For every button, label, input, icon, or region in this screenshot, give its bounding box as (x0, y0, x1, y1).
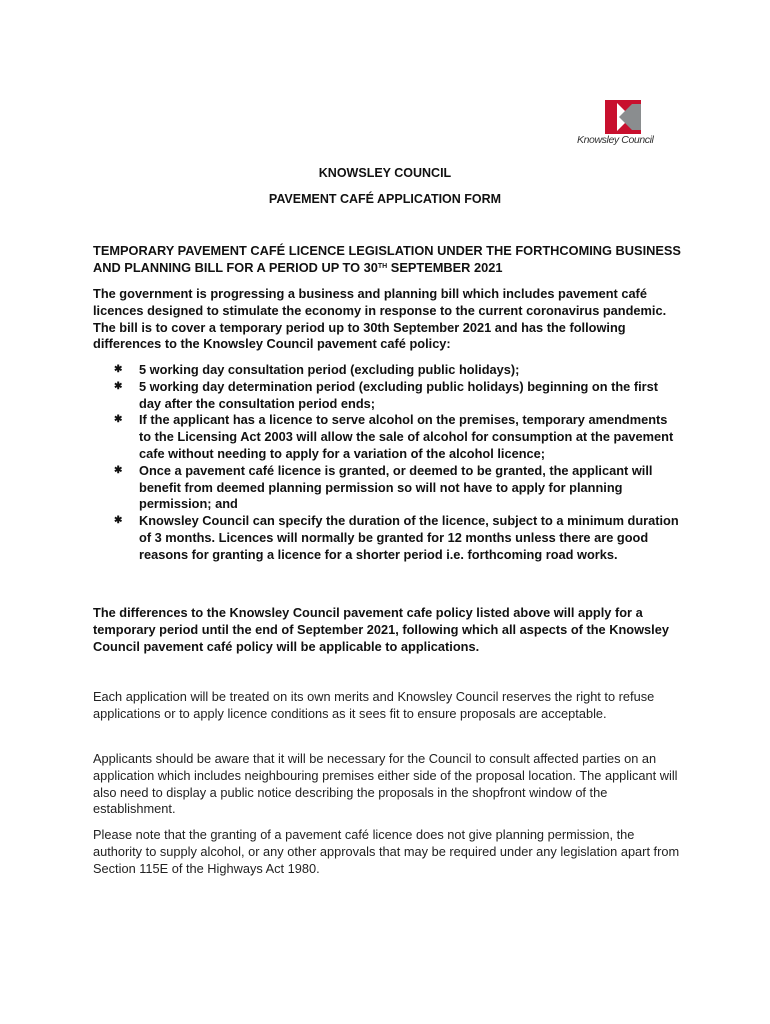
bullet-icon: ✱ (114, 364, 123, 375)
bullet-icon: ✱ (114, 515, 123, 527)
heading-text: TEMPORARY PAVEMENT CAFÉ LICENCE LEGISLATION UNDER THE FORTHCOMING BUSINESS AND PLANNING BILL FOR A PERIOD UP TO 30 (93, 243, 681, 275)
section-heading (93, 243, 683, 277)
page-title: KNOWSLEY COUNCIL (318, 166, 452, 180)
logo-wordmark: Knowsley Council (577, 134, 654, 146)
body-paragraph: Each application will be treated on its own merits and Knowsley Council reserves the right to refuse applications or to apply licence conditions as it sees fit to ensure proposals are acceptable. (93, 689, 655, 721)
form-title: PAVEMENT CAFÉ APPLICATION FORM (268, 192, 502, 206)
intro-paragraph: The government is progressing a business and planning bill which includes pavement café licences designed to stimulate the economy in response to the current coronavirus pandemic. The bill is to cover a temporary period up to 30th September 2021 and has the following differences to the Knowsley Council pavement café policy: (93, 286, 667, 352)
list-item (93, 513, 683, 563)
heading-text-end: SEPTEMBER 2021 (387, 259, 503, 275)
knowsley-council-logo (577, 100, 669, 150)
logo-mark-icon (605, 100, 641, 134)
list-item-text: Knowsley Council can specify the duration of the licence, subject to a minimum duration of 3 months. Licences will normally be granted for 12 months unless there are good reasons for granting a licence for a shorter period i.e. forthcoming road works. (139, 513, 679, 562)
list-item-text: If the applicant has a licence to serve alcohol on the premises, temporary amendments to the Licensing Act 2003 will allow the sale of alcohol for consumption at the pavement cafe without needing to apply for a variation of the alcohol licence; (139, 412, 674, 461)
list-item-text: 5 working day determination period (excluding public holidays) beginning on the first day after the consultation period ends; (139, 378, 659, 411)
list-item-text: 5 working day consultation period (excluding public holidays); (139, 362, 520, 377)
outro-paragraph: The differences to the Knowsley Council pavement cafe policy listed above will apply for a temporary period until the end of September 2021, following which all aspects of the Knowsley Council pavement café policy will be applicable to applications. (93, 605, 669, 654)
list-item-text: Once a pavement café licence is granted, or deemed to be granted, the applicant will benefit from deemed planning permission so will not have to apply for planning permission; and (139, 462, 653, 512)
list-item (93, 412, 683, 462)
body-paragraph: Applicants should be aware that it will be necessary for the Council to consult affected parties on an application which includes neighbouring premises either side of the proposal location. The applicant will also need to display a public notice describing the proposals in the shopfront window of the establishment. (93, 751, 678, 817)
bullet-icon: ✱ (114, 464, 123, 476)
list-item (93, 362, 683, 379)
differences-list (93, 362, 683, 564)
body-paragraph: Please note that the granting of a pavement café licence does not give planning permission, the authority to supply alcohol, or any other approvals that may be required under any legislation apart from Section 115E of the Highways Act 1980. (93, 827, 680, 876)
bullet-icon: ✱ (114, 414, 123, 426)
list-item (93, 463, 683, 513)
bullet-icon: ✱ (114, 380, 123, 392)
list-item (93, 379, 683, 413)
heading-superscript: TH (377, 262, 388, 270)
